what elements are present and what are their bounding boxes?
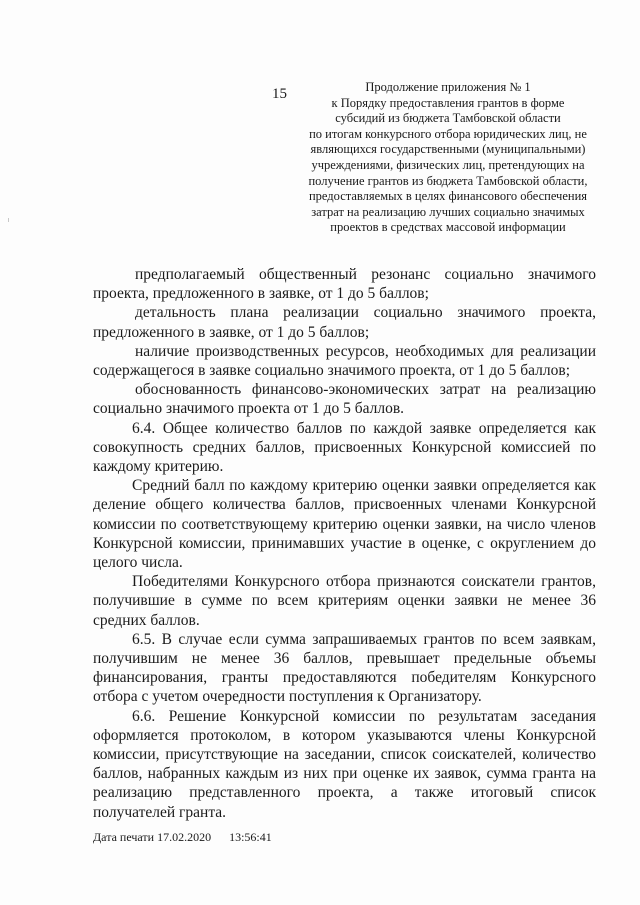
- scan-margin-mark: [8, 218, 9, 222]
- print-time: 13:56:41: [229, 830, 272, 844]
- paragraph-criterion-resources: наличие производственных ресурсов, необходимых для реализации содержащегося в заявке социально значимого проекта, от 1 до 5 баллов;: [93, 342, 596, 380]
- header-line: учреждениями, физических лиц, претендующих на: [311, 157, 585, 172]
- paragraph-6-6: 6.6. Решение Конкурсной комиссии по результатам заседания оформляется протоколом, в котором указываются члены Конкурсной комиссии, присутствующие на заседании, список соискателей, количество баллов, набранных каждым из них при оценке их заявок, сумма гранта на реализацию представленного проекта, а также итоговый список получателей гранта.: [93, 707, 596, 821]
- header-line: затрат на реализацию лучших социально значимых: [311, 204, 585, 219]
- paragraph-6-5: 6.5. В случае если сумма запрашиваемых грантов по всем заявкам, получившим не менее 36 баллов, превышает предельные объемы финансирования, гранты предоставляются победителям Конкурсного отбора с учетом очередности поступления к Организатору.: [93, 630, 596, 706]
- print-date-footer: [93, 830, 272, 845]
- paragraph-criterion-costs: обоснованность финансово-экономических затрат на реализацию социально значимого проекта от 1 до 5 баллов.: [93, 381, 596, 418]
- document-body: [93, 265, 596, 822]
- paragraph-winners: Победителями Конкурсного отбора признаются соискатели грантов, получившие в сумме по всем критериям оценки заявки не менее 36 средних баллов.: [93, 573, 596, 629]
- header-line: к Порядку предоставления грантов в форме: [331, 95, 565, 110]
- print-date-label: Дата печати 17.02.2020: [93, 830, 212, 844]
- paragraph-criterion-plan-detail: детальность плана реализации социально значимого проекта, предложенного в заявке, от 1 до 5 баллов;: [93, 304, 596, 341]
- paragraph-criterion-resonance: предполагаемый общественный резонанс социально значимого проекта, предложенного в заявке, от 1 до 5 баллов;: [93, 266, 596, 303]
- header-line: являющихся государственными (муниципальными): [310, 142, 586, 157]
- paragraph-average-score: Средний балл по каждому критерию оценки заявки определяется как деление общего количества баллов, присвоенных членами Конкурсной комиссии по соответствующему критерию оценки заявки, на число членов Конкурсной комиссии, принимавших участие в оценке, с округлением до целого числа.: [93, 477, 596, 572]
- header-line: предоставляемых в целях финансового обеспечения: [308, 189, 588, 204]
- header-line: по итогам конкурсного отбора юридических лиц, не: [309, 126, 587, 141]
- header-line: проектов в средствах массовой информации: [330, 220, 566, 235]
- paragraph-6-4: 6.4. Общее количество баллов по каждой заявке определяется как совокупность средних баллов, присвоенных Конкурсной комиссией по каждому критерию.: [93, 419, 596, 476]
- header-line: получение грантов из бюджета Тамбовской области,: [308, 173, 588, 188]
- header-line: субсидий из бюджета Тамбовской области: [335, 111, 561, 126]
- header-line: Продолжение приложения № 1: [365, 80, 531, 94]
- appendix-header: [298, 80, 598, 236]
- page-number: 15: [272, 86, 287, 102]
